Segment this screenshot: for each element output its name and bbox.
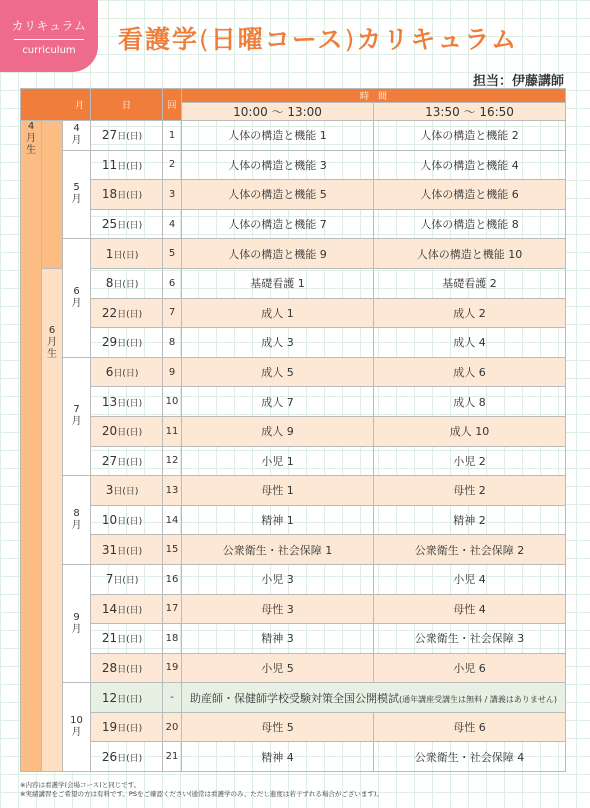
tab-divider <box>14 39 84 40</box>
morning-subject: 公衆衛生・社会保障 1 <box>182 535 374 565</box>
header-slot-morning: 10:00 ～ 13:00 <box>182 103 374 121</box>
event-title: 助産師・保健師学校受験対策全国公開模試 <box>190 691 400 705</box>
date-cell: 8日(日) <box>91 268 163 298</box>
date-cell: 7日(日) <box>91 564 163 594</box>
table-row <box>21 387 566 417</box>
session-number: 16 <box>163 564 182 594</box>
table-row <box>21 121 566 151</box>
date-cell: 18日(日) <box>91 180 163 210</box>
morning-subject: 精神 1 <box>182 505 374 535</box>
footnote: ※実績講習をご希望の方は有料です。PSをご確認ください(通常は看護学のみ、ただし進度は若干ずれる場合がございます)。 <box>20 790 383 798</box>
afternoon-subject: 精神 2 <box>374 505 566 535</box>
session-number: 9 <box>163 357 182 387</box>
table-row <box>21 416 566 446</box>
table-row <box>21 594 566 624</box>
session-number: 17 <box>163 594 182 624</box>
morning-subject: 成人 3 <box>182 328 374 358</box>
date-cell: 20日(日) <box>91 416 163 446</box>
table-row <box>21 239 566 269</box>
enrollment-june-band <box>42 268 63 771</box>
session-number: 6 <box>163 268 182 298</box>
header-day: 日 <box>91 89 163 121</box>
title-paren-close: ) <box>344 25 357 54</box>
enrollment-gap <box>42 121 63 269</box>
date-cell: 1日(日) <box>91 239 163 269</box>
afternoon-subject: 基礎看護 2 <box>374 268 566 298</box>
table-row <box>21 180 566 210</box>
date-cell: 29日(日) <box>91 328 163 358</box>
date-cell: 12日(日) <box>91 683 163 713</box>
instructor-label: 担当：伊藤講師 <box>472 74 564 89</box>
session-number: 8 <box>163 328 182 358</box>
morning-subject: 小児 3 <box>182 564 374 594</box>
table-row <box>21 298 566 328</box>
title-course: 日曜コース <box>210 25 345 54</box>
header-corner <box>21 89 91 121</box>
month-cell: 6 月 <box>63 239 91 357</box>
session-number: 10 <box>163 387 182 417</box>
month-cell: 8 月 <box>63 476 91 565</box>
table-row <box>21 742 566 772</box>
date-cell: 22日(日) <box>91 298 163 328</box>
afternoon-subject: 母性 4 <box>374 594 566 624</box>
table-row <box>21 712 566 742</box>
morning-subject: 基礎看護 1 <box>182 268 374 298</box>
session-number: 4 <box>163 209 182 239</box>
enrollment-label: 4 <box>27 121 35 132</box>
afternoon-subject: 人体の構造と機能 6 <box>374 180 566 210</box>
date-cell: 14日(日) <box>91 594 163 624</box>
title-main: 看護学 <box>118 25 200 54</box>
session-number: - <box>163 683 182 713</box>
table-row <box>21 535 566 565</box>
session-number: 14 <box>163 505 182 535</box>
table-row <box>21 564 566 594</box>
date-cell: 3日(日) <box>91 476 163 506</box>
session-number: 12 <box>163 446 182 476</box>
morning-subject: 精神 4 <box>182 742 374 772</box>
date-cell: 13日(日) <box>91 387 163 417</box>
table-row <box>21 505 566 535</box>
table-row <box>21 653 566 683</box>
afternoon-subject: 小児 6 <box>374 653 566 683</box>
session-number: 3 <box>163 180 182 210</box>
morning-subject: 精神 3 <box>182 624 374 654</box>
morning-subject: 成人 9 <box>182 416 374 446</box>
enrollment-label: 月 <box>26 133 36 144</box>
title-suffix: カリキュラム <box>356 25 519 54</box>
session-number: 20 <box>163 712 182 742</box>
afternoon-subject: 人体の構造と機能 4 <box>374 150 566 180</box>
title-paren-open: ( <box>199 25 211 54</box>
afternoon-subject: 小児 2 <box>374 446 566 476</box>
enrollment-label: 月 <box>47 336 57 348</box>
morning-subject: 人体の構造と機能 7 <box>182 209 374 239</box>
session-number: 21 <box>163 742 182 772</box>
enrollment-april-band <box>21 121 42 772</box>
table-row <box>21 683 566 713</box>
date-cell: 6日(日) <box>91 357 163 387</box>
month-cell: 5 月 <box>63 150 91 239</box>
afternoon-subject: 小児 4 <box>374 564 566 594</box>
date-cell: 28日(日) <box>91 653 163 683</box>
date-cell: 26日(日) <box>91 742 163 772</box>
date-cell: 27日(日) <box>91 446 163 476</box>
month-cell: 10 月 <box>63 683 91 772</box>
table-row <box>21 268 566 298</box>
header-slot-afternoon: 13:50 ～ 16:50 <box>374 103 566 121</box>
date-cell: 25日(日) <box>91 209 163 239</box>
date-cell: 27日(日) <box>91 121 163 151</box>
table-row <box>21 328 566 358</box>
morning-subject: 人体の構造と機能 5 <box>182 180 374 210</box>
tab-label: カリキュラム <box>11 19 87 33</box>
afternoon-subject: 母性 6 <box>374 712 566 742</box>
month-cell: 7 月 <box>63 357 91 475</box>
morning-subject: 母性 5 <box>182 712 374 742</box>
session-number: 19 <box>163 653 182 683</box>
curriculum-tab <box>0 0 98 72</box>
date-cell: 21日(日) <box>91 624 163 654</box>
table-row <box>21 446 566 476</box>
session-number: 11 <box>163 416 182 446</box>
afternoon-subject: 公衆衛生・社会保障 3 <box>374 624 566 654</box>
afternoon-subject: 成人 4 <box>374 328 566 358</box>
session-number: 15 <box>163 535 182 565</box>
afternoon-subject: 母性 2 <box>374 476 566 506</box>
morning-subject: 母性 1 <box>182 476 374 506</box>
date-cell: 19日(日) <box>91 712 163 742</box>
month-cell: 9 月 <box>63 564 91 682</box>
afternoon-subject: 人体の構造と機能 8 <box>374 209 566 239</box>
date-cell: 31日(日) <box>91 535 163 565</box>
afternoon-subject: 成人 6 <box>374 357 566 387</box>
footnote: ※内容は看護学(会場コース)と同じです。 <box>20 781 141 789</box>
morning-subject: 成人 1 <box>182 298 374 328</box>
table-row <box>21 624 566 654</box>
session-number: 13 <box>163 476 182 506</box>
session-number: 2 <box>163 150 182 180</box>
morning-subject: 母性 3 <box>182 594 374 624</box>
morning-subject: 成人 7 <box>182 387 374 417</box>
month-cell: 4 月 <box>63 121 91 151</box>
session-number: 1 <box>163 121 182 151</box>
morning-subject: 人体の構造と機能 1 <box>182 121 374 151</box>
page-title <box>118 20 518 56</box>
date-cell: 10日(日) <box>91 505 163 535</box>
header-count: 回 <box>163 89 182 121</box>
afternoon-subject: 成人 8 <box>374 387 566 417</box>
footnotes <box>20 781 383 799</box>
curriculum-table <box>20 88 566 772</box>
afternoon-subject: 成人 2 <box>374 298 566 328</box>
header-month: 月 <box>75 101 85 111</box>
afternoon-subject: 成人 10 <box>374 416 566 446</box>
event-note: (通年講座受講生は無料 / 講義はありません) <box>399 694 558 704</box>
morning-subject: 人体の構造と機能 9 <box>182 239 374 269</box>
morning-subject: 人体の構造と機能 3 <box>182 150 374 180</box>
table-row <box>21 150 566 180</box>
enrollment-label: 6 <box>48 324 56 336</box>
enrollment-label: 生 <box>47 348 57 360</box>
date-cell: 11日(日) <box>91 150 163 180</box>
mock-exam-event <box>182 683 566 713</box>
session-number: 18 <box>163 624 182 654</box>
session-number: 5 <box>163 239 182 269</box>
table-row <box>21 357 566 387</box>
enrollment-label: 生 <box>26 145 36 156</box>
afternoon-subject: 人体の構造と機能 10 <box>374 239 566 269</box>
tab-sublabel: curriculum <box>22 45 76 56</box>
afternoon-subject: 人体の構造と機能 2 <box>374 121 566 151</box>
morning-subject: 小児 5 <box>182 653 374 683</box>
morning-subject: 小児 1 <box>182 446 374 476</box>
morning-subject: 成人 5 <box>182 357 374 387</box>
session-number: 7 <box>163 298 182 328</box>
header-time-group: 時 間 <box>182 89 566 103</box>
table-row <box>21 209 566 239</box>
afternoon-subject: 公衆衛生・社会保障 4 <box>374 742 566 772</box>
afternoon-subject: 公衆衛生・社会保障 2 <box>374 535 566 565</box>
table-row <box>21 476 566 506</box>
